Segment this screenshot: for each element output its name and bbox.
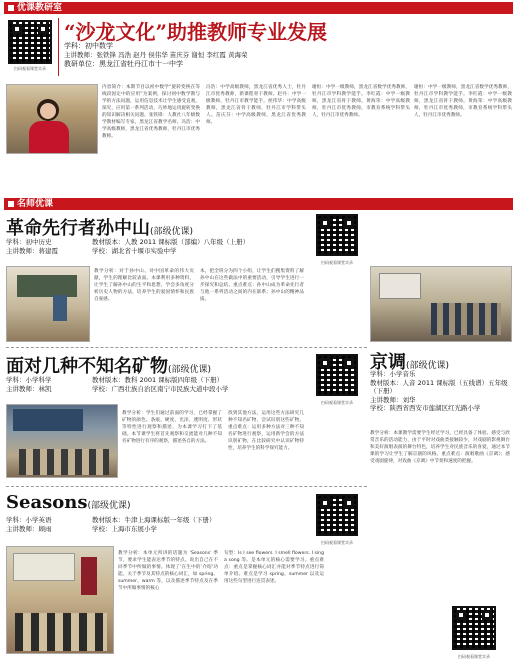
section2-label: 名师优课 [17, 199, 54, 209]
feature-qr-code[interactable] [8, 20, 52, 64]
lesson2-edition: (部级优课) [168, 365, 212, 375]
lesson1-school: 学校：湖北省十堰市实验中学 [92, 247, 177, 255]
feature-divider-line [58, 18, 59, 76]
lesson2-divider [6, 486, 367, 487]
lesson1-title [6, 214, 193, 240]
feature-col4-text: 谢恒：中学一级教师，黑龙江省数学优秀教师，牡丹江市学科教学能手。李红霞：中学一级教师，黑龙江省骨干教师。黄海荣：中学高级教师，牡丹江市优秀教师，市教育系统学科带头人，牡丹江市优秀教师。 [414, 85, 512, 118]
square-icon [8, 5, 14, 11]
section-label: 优课教研室 [17, 3, 63, 13]
lesson4-school: 学校：上海市东展小学 [92, 525, 157, 533]
feature-unit: 教研单位：黑龙江省牡丹江市十一中学 [64, 60, 183, 68]
lesson2-classroom-photo [6, 404, 118, 478]
feature-col2-text: 冯浩：中学高级教师，黑龙江省优秀人士，牡丹江市优秀教师，新课程骨干教师。赵丹：中学一级教师，牡丹江市教学能手。侯伟华：中学高级教师，黑龙江省骨干教师，牡丹江市学科带头人。苗庆芬：中学高级教师，黑龙江省优秀教师。 [206, 85, 306, 125]
lesson2-qr-code[interactable] [316, 354, 358, 396]
feature-qr-caption: 扫码观看课堂实录 [14, 66, 46, 71]
lesson3-subject: 学科：小学音乐 [370, 370, 416, 378]
lesson1-analysis-text: 教学分析：对于孙中山、对中国革命的伟大贡献，学生的理解比较表面。本课利用多种资料，让学生了解孙中山的生平和思想，学会多角度分析历史人物的方法，培养学生的爱国情怀和民族自豪感。 [94, 269, 194, 302]
feature-title: “沙龙文化”助推教师专业发展 [64, 20, 328, 44]
lesson2-subject: 学科：小学科学 [6, 376, 52, 384]
lesson2-teacher: 主讲教师：林凯 [6, 385, 52, 393]
lesson3-meta [370, 370, 510, 413]
lesson4-textbook: 教材版本：牛津上海课标版一年级（下册） [92, 516, 216, 524]
lesson2-textbook: 教材版本：教科 2001 课标版四年级（下册） [92, 376, 224, 384]
lesson4-title [6, 492, 131, 513]
lesson4-qr-code[interactable] [316, 494, 358, 536]
lesson1-textbook: 教材版本：人教 2011 课标版（部编）八年级（上册） [92, 238, 250, 246]
lesson4-teacher: 主讲教师：顾雨 [6, 525, 52, 533]
lesson2-title-text: 面对几种不知名矿物 [6, 356, 168, 377]
feature-col3-text: 谢恒：中学一级教师，黑龙江省数学优秀教师，牡丹江市学科教学能手。李红霞：中学一级教师，黑龙江省骨干教师。黄海荣：中学高级教师，牡丹江市优秀教师，市教育系统学科带头人，牡丹江市优秀教师。 [312, 85, 410, 118]
lesson3-qr-caption: 扫码观看课堂实录 [458, 654, 490, 659]
feature-subject: 学科：初中数学 [64, 42, 113, 50]
lesson1-subject: 学科：初中历史 [6, 238, 52, 246]
lesson3-school: 学校：陕西省西安市莲湖区红光路小学 [370, 404, 481, 412]
lesson1-qr-caption: 扫码观看课堂实录 [321, 260, 353, 265]
feature-intro-text: 内容简介：本期节目以初中数学“旋转变换在等线段固定中的应用”为案例，探讨初中数学教与学的方法问题，运用信息技术让学生感受直观，探究、应用第一系列活动，巧妙地运用旋转变换的知识解决相关问题。张铁锋：人教社八年级数学教材编写专家，黑龙江省教学名师。冯浩：中学高级教师，黑龙江省优秀教师，牡丹江市优秀教师。 [102, 85, 200, 139]
lesson1-qr-code[interactable] [316, 214, 358, 256]
lesson4-analysis-text: 教学分析：本单元所讲的话题为 ‘Seasons’ 季节，要求学生能表达季节的特点。说出自己在不同季节中所做的事情。体现了‘在生中的’介绍‘功能。关于季节及其特点的核心词汇，如 spring、summer、warm 等，以及描述季节特点及在季节中所做事情的核心 [118, 551, 218, 591]
lesson1-title-text: 革命先行者孙中山 [6, 218, 150, 239]
lesson4-classroom-photo [6, 546, 114, 654]
feature-teachers: 主讲教师：张铁锋 冯浩 赵丹 侯伟华 苗庆芬 谢恒 李红霞 黄海荣 [64, 51, 248, 59]
lesson2-qr-caption: 扫码观看课堂实录 [321, 400, 353, 405]
lesson4-edition: (部级优课) [87, 501, 131, 511]
lesson3-title-text: 京调 [370, 352, 406, 373]
square-icon [8, 201, 14, 207]
lesson3-edition: (部级优课) [406, 361, 450, 371]
lesson2-title [6, 352, 211, 378]
lesson2-school: 学校：广西壮族自治区南宁市民族大道中段小学 [92, 385, 229, 393]
section2-header-bar [4, 198, 513, 210]
lesson3-analysis-text: 教学分析：本课教学需要学生经过学习，已经具备了体验、感受与欣赏音乐的活动能力，由于平时对戏曲类接触较少，对戏剧的影视舞台和美好演唱表演的舞台特色，培养学生对民族音乐的喜爱，通过本节课的学习让学生了解京剧的风格。重点难点：演唱歌曲《京调》；感受戏剧旋律，对戏曲《京调》中节奏和速度的把握。 [370, 431, 510, 464]
lesson3-teacher: 主讲教师：刘华 [370, 395, 416, 404]
lesson2-analysis-text: 教学分析：学生们通过前面的学习，已经掌握了矿物的颜色、条痕、硬度、光泽、透明度、形状等特性进行观察和描述，为本课学习打下了基础。本节课学生将首先观察和交流能对几种不知名矿物进行有序的观察，描述各自的方法。 [122, 411, 222, 444]
lesson3-textbook: 教材版本：人音 2011 课标版（五线谱）五年级（下册） [370, 378, 508, 395]
lesson1-teacher: 主讲教师：蒋建霞 [6, 247, 58, 255]
lesson2-keypoints-text: 找到其他方法，运用这些方法研究几种不知名矿物，尝试识别这些矿物。重点难点：运用多种方法对三种不知名矿物进行观察，运用新学会的方法识别矿物，在比较研究中认识矿物特性，培养学生的科学探究能力。 [228, 411, 304, 451]
lesson1-edition: (部级优课) [150, 227, 194, 237]
lesson4-title-text: Seasons [6, 492, 88, 513]
lesson4-keypoints-text: 句型：Is I see flowers. I smell flowers. I sing a song 等。是本单元的核心需要学习。重点难点：重点是掌握核心词汇并能对季节特点进行简单介绍。难点是学习 spring、summer 以及运用这些句型进行连贯表述。 [224, 551, 324, 584]
lesson3-classroom-photo [370, 266, 512, 342]
feature-teacher-photo [6, 84, 98, 154]
lesson1-keypoints-text: 本，把全班分为四个小组，让学生们搜集资料了解孙中山在这些做法中的重要活动，引导学生进行一步探究和总结。重点难点：孙中山成为革命先行者与他一系列活动之间的内在联系；孙中山的精神品质。 [200, 269, 304, 302]
lesson1-classroom-photo [6, 266, 90, 342]
lesson4-qr-caption: 扫码观看课堂实录 [321, 540, 353, 545]
lesson1-divider [6, 347, 367, 348]
section-header-bar [4, 2, 513, 14]
lesson3-qr-code[interactable] [452, 606, 496, 650]
lesson4-subject: 学科：小学英语 [6, 516, 52, 524]
